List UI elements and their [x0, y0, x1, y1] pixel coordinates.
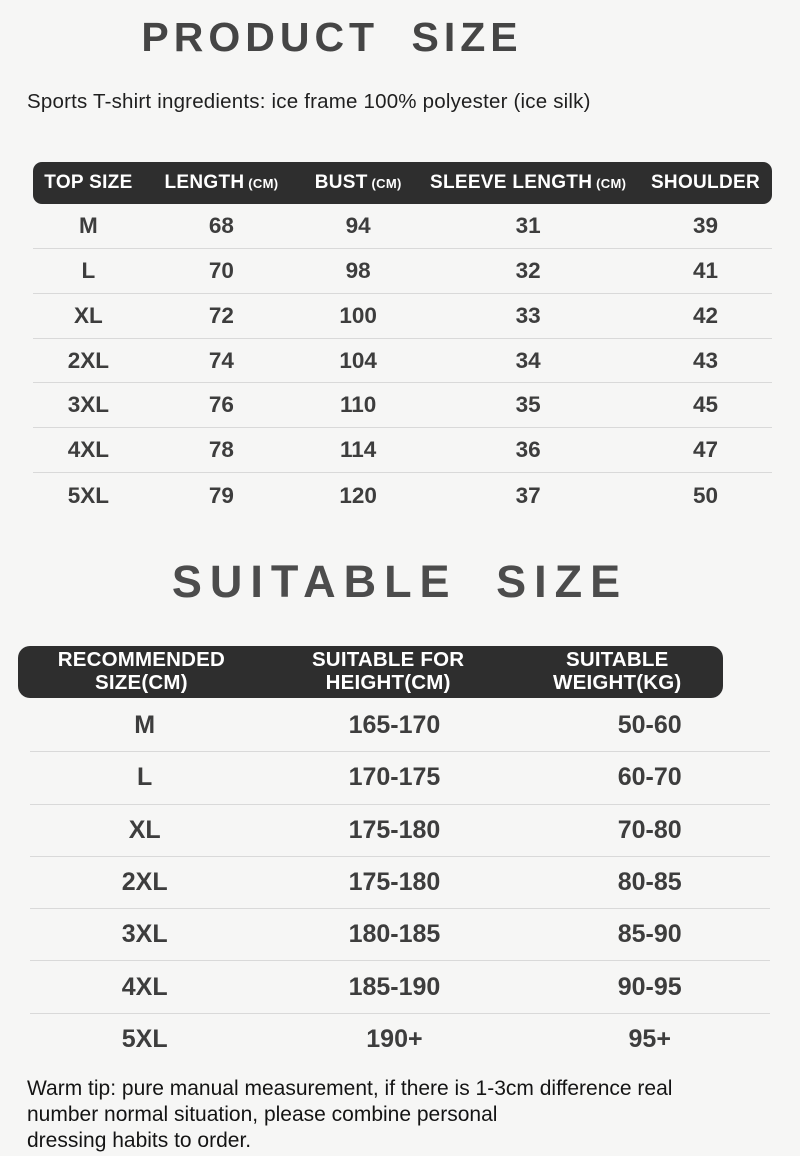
- suitable-table-cell: 80-85: [617, 868, 682, 897]
- warm-tip-text: [27, 1076, 672, 1154]
- size-table-cell: 110: [339, 392, 377, 418]
- size-table-row: [33, 249, 772, 294]
- suitable-column-header: [265, 649, 512, 695]
- suitable-table-row: [30, 752, 770, 804]
- suitable-table-row: [30, 857, 770, 909]
- size-table-cell: 98: [345, 257, 371, 283]
- header-label: BUST: [314, 172, 368, 193]
- warm-tip-line: number normal situation, please combine personal: [27, 1103, 498, 1127]
- size-table-cell: XL: [74, 302, 103, 328]
- size-table-cell: 31: [515, 212, 541, 238]
- size-table-cell: 5XL: [67, 482, 110, 508]
- size-table-cell: M: [79, 212, 98, 238]
- size-table-cell: 36: [515, 437, 541, 463]
- suitable-column-header: [512, 649, 724, 695]
- header-line-1: SUITABLE: [565, 648, 669, 672]
- suitable-table-cell: M: [134, 711, 156, 740]
- suitable-table-body: [30, 700, 770, 1066]
- suitable-size-title: SUITABLE SIZE: [171, 556, 629, 607]
- suitable-table-cell: 2XL: [121, 868, 168, 897]
- header-line-2: SIZE(CM): [95, 671, 188, 694]
- warm-tip-line: Warm tip: pure manual measurement, if there is 1-3cm difference real: [27, 1077, 673, 1100]
- size-column-header: [299, 172, 417, 194]
- size-table-cell: 79: [208, 482, 234, 508]
- size-table-cell: L: [81, 257, 96, 283]
- size-table-cell: 72: [208, 302, 234, 328]
- size-table-cell: 2XL: [67, 347, 110, 373]
- size-table-body: [33, 204, 772, 518]
- suitable-table-cell: 85-90: [617, 920, 682, 949]
- product-ingredients-text: Sports T-shirt ingredients: ice frame 100% polyester (ice silk): [27, 90, 591, 113]
- size-table-cell: 76: [208, 392, 234, 418]
- size-table-cell: 68: [208, 212, 234, 238]
- size-column-header: [417, 172, 639, 194]
- suitable-table-row: [30, 909, 770, 961]
- size-table-cell: 42: [692, 302, 718, 328]
- suitable-table-row: [30, 700, 770, 752]
- size-table-cell: 32: [515, 257, 541, 283]
- header-line-1: RECOMMENDED: [57, 648, 226, 672]
- size-table-cell: 39: [692, 212, 718, 238]
- size-table-header-bar: [33, 162, 772, 204]
- header-label: SHOULDER: [650, 172, 760, 193]
- size-column-header: [639, 172, 772, 194]
- size-table-cell: 45: [692, 392, 718, 418]
- size-table-cell: 34: [515, 347, 541, 373]
- header-line-1: SUITABLE FOR: [311, 648, 465, 672]
- suitable-table-row: [30, 1014, 770, 1066]
- size-column-header: [33, 172, 144, 194]
- size-table-cell: 78: [208, 437, 234, 463]
- warm-tip-line: dressing habits to order.: [27, 1129, 252, 1153]
- suitable-table-cell: 90-95: [617, 972, 682, 1001]
- size-table-cell: 94: [345, 212, 371, 238]
- size-table-row: [33, 428, 772, 473]
- header-label: TOP SIZE: [44, 172, 133, 193]
- suitable-table-cell: XL: [128, 815, 161, 844]
- suitable-column-header: [18, 649, 265, 695]
- size-table-cell: 70: [208, 257, 234, 283]
- size-table-cell: 37: [515, 482, 541, 508]
- size-table-cell: 41: [692, 257, 718, 283]
- suitable-table-cell: 70-80: [617, 815, 682, 844]
- size-table-cell: 114: [339, 437, 377, 463]
- suitable-table-cell: 50-60: [617, 711, 682, 740]
- header-unit-label: (CM): [592, 176, 627, 191]
- size-table-row: [33, 383, 772, 428]
- size-table-cell: 3XL: [67, 392, 110, 418]
- size-table-cell: 47: [692, 437, 718, 463]
- suitable-table-cell: 5XL: [121, 1025, 168, 1054]
- header-line-2: WEIGHT(KG): [553, 671, 682, 694]
- size-table-cell: 50: [692, 482, 718, 508]
- suitable-table-cell: 175-180: [348, 815, 441, 844]
- size-table-row: [33, 204, 772, 249]
- header-unit-label: (CM): [367, 176, 402, 191]
- suitable-table-cell: 60-70: [617, 763, 682, 792]
- suitable-table-cell: 95+: [628, 1025, 671, 1054]
- size-table-row: [33, 339, 772, 384]
- page-title: PRODUCT SIZE: [141, 14, 523, 60]
- header-label: LENGTH: [164, 172, 245, 193]
- suitable-table-cell: 175-180: [348, 868, 441, 897]
- suitable-table-row: [30, 961, 770, 1013]
- header-unit-label: (CM): [244, 176, 279, 191]
- suitable-table-cell: 185-190: [348, 972, 441, 1001]
- size-table-row: [33, 294, 772, 339]
- size-table-cell: 43: [692, 347, 718, 373]
- size-table-cell: 100: [339, 302, 377, 328]
- size-table-cell: 104: [339, 347, 377, 373]
- header-label: SLEEVE LENGTH: [429, 172, 593, 193]
- size-table-cell: 33: [515, 302, 541, 328]
- suitable-table-row: [30, 805, 770, 857]
- size-table-cell: 74: [208, 347, 234, 373]
- suitable-table-cell: 3XL: [121, 920, 168, 949]
- suitable-table-cell: 190+: [366, 1025, 423, 1054]
- suitable-table-cell: 170-175: [348, 763, 441, 792]
- header-line-2: HEIGHT(CM): [325, 671, 451, 694]
- suitable-table-cell: 165-170: [348, 711, 441, 740]
- size-table-cell: 4XL: [67, 437, 110, 463]
- size-table-cell: 35: [515, 392, 541, 418]
- suitable-table-cell: 180-185: [348, 920, 441, 949]
- size-table-cell: 120: [339, 482, 377, 508]
- size-table-row: [33, 473, 772, 518]
- suitable-table-header-bar: [18, 646, 723, 698]
- size-column-header: [144, 172, 299, 194]
- suitable-table-cell: 4XL: [121, 972, 168, 1001]
- suitable-table-cell: L: [137, 763, 153, 792]
